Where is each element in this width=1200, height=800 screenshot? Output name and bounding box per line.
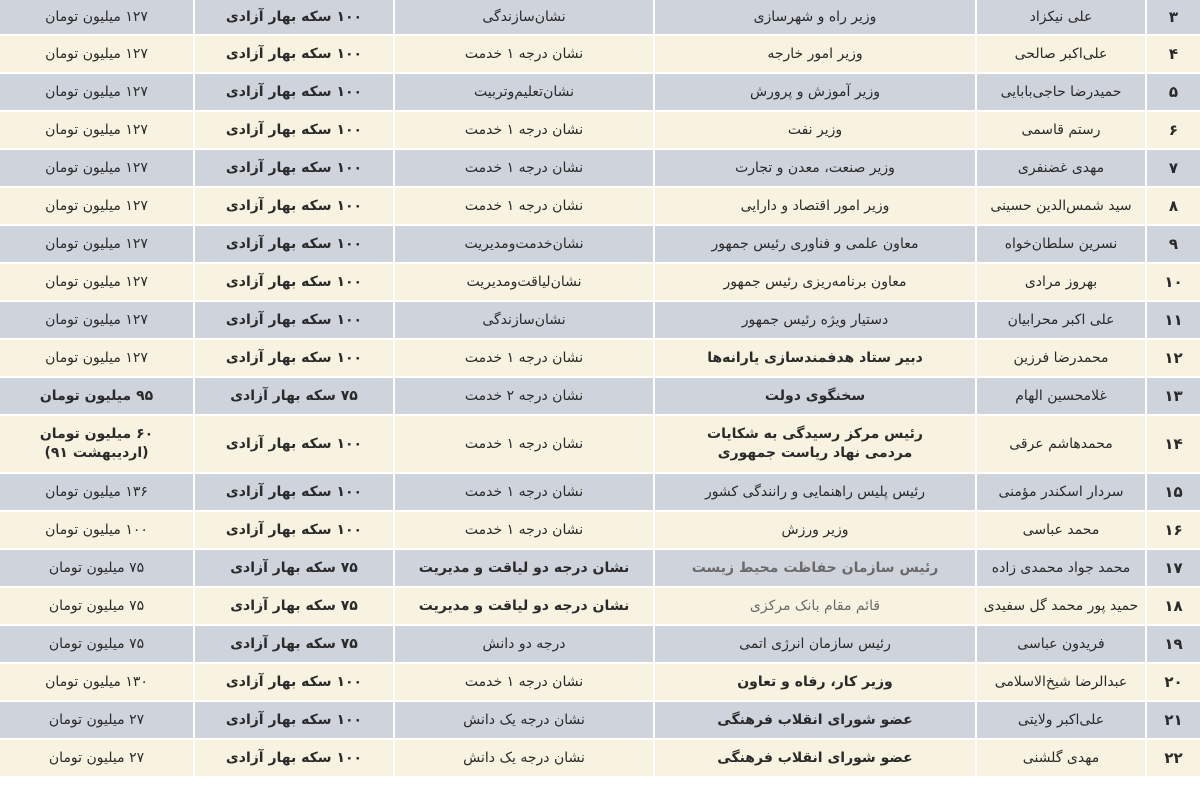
amount-cell: ۱۲۷ میلیون تومان xyxy=(45,8,148,25)
official-name-cell: نسرین سلطان‌خواه xyxy=(975,226,1145,262)
row-number-cell: ۲۲ xyxy=(1145,740,1200,776)
official-name-cell: حمید پور محمد گل سفیدی xyxy=(975,588,1145,624)
amount-cell: ۱۲۷ میلیون تومان xyxy=(45,197,148,214)
position-cell: رئیس پلیس راهنمایی و رانندگی کشور xyxy=(653,474,975,510)
medal-cell: نشان درجه ۱ خدمت xyxy=(393,416,653,472)
coins-cell: ۷۵ سکه بهار آزادی xyxy=(193,588,393,624)
table-row xyxy=(0,664,1200,702)
medal-cell: نشان درجه یک دانش xyxy=(393,702,653,738)
amount-cell: ۷۵ میلیون تومان xyxy=(48,635,145,652)
position-cell: وزیر امور خارجه xyxy=(653,36,975,72)
official-name-cell: علی نیکزاد xyxy=(975,0,1145,34)
table-row xyxy=(0,74,1200,112)
medal-cell: نشان‌سازندگی xyxy=(393,302,653,338)
amount-cell: ۱۳۶ میلیون تومان xyxy=(45,483,148,500)
row-number-cell: ۲۰ xyxy=(1145,664,1200,700)
row-number-cell: ۱۴ xyxy=(1145,416,1200,472)
official-name-cell: سید شمس‌الدین حسینی xyxy=(975,188,1145,224)
row-number-cell: ۸ xyxy=(1145,188,1200,224)
amount-cell: ۹۵ میلیون تومان xyxy=(39,387,154,404)
coins-cell: ۱۰۰ سکه بهار آزادی xyxy=(193,150,393,186)
row-number-cell: ۱۰ xyxy=(1145,264,1200,300)
coins-cell: ۱۰۰ سکه بهار آزادی xyxy=(193,74,393,110)
position-cell: دستیار ویژه رئیس جمهور xyxy=(653,302,975,338)
amount-cell: ۱۲۷ میلیون تومان xyxy=(45,235,148,252)
amount-cell: ۷۵ میلیون تومان xyxy=(48,559,145,576)
coins-cell: ۱۰۰ سکه بهار آزادی xyxy=(193,226,393,262)
table-row xyxy=(0,112,1200,150)
row-number-cell: ۱۹ xyxy=(1145,626,1200,662)
amount-cell: ۲۷ میلیون تومان xyxy=(48,711,145,728)
table-row xyxy=(0,416,1200,474)
position-cell: عضو شورای انقلاب فرهنگی xyxy=(653,740,975,776)
official-name-cell: علی اکبر محرابیان xyxy=(975,302,1145,338)
medal-cell: نشان درجه ۲ خدمت xyxy=(393,378,653,414)
coins-cell: ۱۰۰ سکه بهار آزادی xyxy=(193,302,393,338)
medal-cell: نشان‌تعلیم‌و‌تربیت xyxy=(393,74,653,110)
official-name-cell: فریدون عباسی xyxy=(975,626,1145,662)
row-number-cell: ۱۲ xyxy=(1145,340,1200,376)
medal-cell: درجه دو دانش xyxy=(393,626,653,662)
table-row xyxy=(0,550,1200,588)
coins-cell: ۱۰۰ سکه بهار آزادی xyxy=(193,264,393,300)
coins-cell: ۱۰۰ سکه بهار آزادی xyxy=(193,340,393,376)
table-row xyxy=(0,626,1200,664)
coins-cell: ۱۰۰ سکه بهار آزادی xyxy=(193,474,393,510)
official-name-cell: محمد جواد محمدی زاده xyxy=(975,550,1145,586)
medal-cell: نشان‌لیاقت‌ومدیریت xyxy=(393,264,653,300)
amount-cell: ۶۰ میلیون تومان (اردیبهشت ۹۱) xyxy=(39,426,154,461)
position-cell: قائم مقام بانک مرکزی xyxy=(653,588,975,624)
table-row xyxy=(0,150,1200,188)
amount-cell: ۲۷ میلیون تومان xyxy=(48,749,145,766)
official-name-cell: محمدهاشم عرقی xyxy=(975,416,1145,472)
position-cell: رئیس سازمان حفاظت محیط زیست xyxy=(653,550,975,586)
medal-cell: نشان درجه ۱ خدمت xyxy=(393,512,653,548)
table-row xyxy=(0,264,1200,302)
row-number-cell: ۱۸ xyxy=(1145,588,1200,624)
coins-cell: ۷۵ سکه بهار آزادی xyxy=(193,550,393,586)
table-row xyxy=(0,36,1200,74)
official-name-cell: مهدی غضنفری xyxy=(975,150,1145,186)
medal-cell: نشان درجه یک دانش xyxy=(393,740,653,776)
official-name-cell: سردار اسکندر مؤمنی xyxy=(975,474,1145,510)
row-number-cell: ۱۱ xyxy=(1145,302,1200,338)
row-number-cell: ۱۵ xyxy=(1145,474,1200,510)
amount-cell: ۱۲۷ میلیون تومان xyxy=(45,121,148,138)
medal-cell: نشان‌سازندگی xyxy=(393,0,653,34)
coins-cell: ۱۰۰ سکه بهار آزادی xyxy=(193,112,393,148)
table-row xyxy=(0,340,1200,378)
medal-cell: نشان درجه ۱ خدمت xyxy=(393,340,653,376)
official-name-cell: بهروز مرادی xyxy=(975,264,1145,300)
row-number-cell: ۱۳ xyxy=(1145,378,1200,414)
table-row xyxy=(0,702,1200,740)
medal-cell: نشان درجه دو لیاقت و مدیریت xyxy=(393,550,653,586)
row-number-cell: ۱۷ xyxy=(1145,550,1200,586)
medal-cell: نشان‌خدمت‌ومدیریت xyxy=(393,226,653,262)
coins-cell: ۷۵ سکه بهار آزادی xyxy=(193,626,393,662)
table-row xyxy=(0,512,1200,550)
amount-cell: ۱۲۷ میلیون تومان xyxy=(45,311,148,328)
amount-cell: ۱۲۷ میلیون تومان xyxy=(45,349,148,366)
official-name-cell: علی‌اکبر ولایتی xyxy=(975,702,1145,738)
amount-cell: ۱۲۷ میلیون تومان xyxy=(45,83,148,100)
position-cell: وزیر امور اقتصاد و دارایی xyxy=(653,188,975,224)
row-number-cell: ۵ xyxy=(1145,74,1200,110)
coins-cell: ۱۰۰ سکه بهار آزادی xyxy=(193,664,393,700)
position-cell: سخنگوی دولت xyxy=(653,378,975,414)
table-row xyxy=(0,0,1200,36)
position-cell: رئیس سازمان انرژی اتمی xyxy=(653,626,975,662)
position-cell: وزیر کار، رفاه و تعاون xyxy=(653,664,975,700)
coins-cell: ۱۰۰ سکه بهار آزادی xyxy=(193,416,393,472)
row-number-cell: ۴ xyxy=(1145,36,1200,72)
coins-cell: ۷۵ سکه بهار آزادی xyxy=(193,378,393,414)
coins-cell: ۱۰۰ سکه بهار آزادی xyxy=(193,512,393,548)
row-number-cell: ۲۱ xyxy=(1145,702,1200,738)
position-cell: عضو شورای انقلاب فرهنگی xyxy=(653,702,975,738)
table-row xyxy=(0,588,1200,626)
position-cell: معاون برنامه‌ریزی رئیس جمهور xyxy=(653,264,975,300)
coins-cell: ۱۰۰ سکه بهار آزادی xyxy=(193,702,393,738)
official-name-cell: رستم قاسمی xyxy=(975,112,1145,148)
amount-cell: ۱۰۰ میلیون تومان xyxy=(45,521,148,538)
row-number-cell: ۷ xyxy=(1145,150,1200,186)
table-row xyxy=(0,302,1200,340)
amount-cell: ۱۳۰ میلیون تومان xyxy=(45,673,148,690)
coins-cell: ۱۰۰ سکه بهار آزادی xyxy=(193,740,393,776)
row-number-cell: ۱۶ xyxy=(1145,512,1200,548)
row-number-cell: ۶ xyxy=(1145,112,1200,148)
table-row xyxy=(0,188,1200,226)
amount-cell: ۱۲۷ میلیون تومان xyxy=(45,273,148,290)
position-cell: رئیس مرکز رسیدگی به شکایات مردمی نهاد ریاست جمهوری xyxy=(653,416,975,472)
coins-cell: ۱۰۰ سکه بهار آزادی xyxy=(193,188,393,224)
medal-cell: نشان درجه ۱ خدمت xyxy=(393,36,653,72)
table-row xyxy=(0,378,1200,416)
table-row xyxy=(0,226,1200,264)
position-cell: وزیر ورزش xyxy=(653,512,975,548)
medal-cell: نشان درجه ۱ خدمت xyxy=(393,474,653,510)
medal-cell: نشان درجه ۱ خدمت xyxy=(393,112,653,148)
coins-cell: ۱۰۰ سکه بهار آزادی xyxy=(193,0,393,34)
position-cell: وزیر نفت xyxy=(653,112,975,148)
amount-cell: ۱۲۷ میلیون تومان xyxy=(45,159,148,176)
official-name-cell: علی‌اکبر صالحی xyxy=(975,36,1145,72)
medal-cell: نشان درجه ۱ خدمت xyxy=(393,664,653,700)
medal-cell: نشان درجه ۱ خدمت xyxy=(393,150,653,186)
position-cell: وزیر آموزش و پرورش xyxy=(653,74,975,110)
official-name-cell: عبدالرضا شیخ‌الاسلامی xyxy=(975,664,1145,700)
official-name-cell: مهدی گلشنی xyxy=(975,740,1145,776)
official-name-cell: محمدرضا فرزین xyxy=(975,340,1145,376)
medal-cell: نشان درجه دو لیاقت و مدیریت xyxy=(393,588,653,624)
row-number-cell: ۳ xyxy=(1145,0,1200,34)
official-name-cell: حمیدرضا حاجی‌بابایی xyxy=(975,74,1145,110)
position-cell: وزیر راه و شهرسازی xyxy=(653,0,975,34)
medal-cell: نشان درجه ۱ خدمت xyxy=(393,188,653,224)
amount-cell: ۱۲۷ میلیون تومان xyxy=(45,45,148,62)
position-cell: وزیر صنعت، معدن و تجارت xyxy=(653,150,975,186)
position-cell: معاون علمی و فناوری رئیس جمهور xyxy=(653,226,975,262)
table-row xyxy=(0,474,1200,512)
official-name-cell: محمد عباسی xyxy=(975,512,1145,548)
position-cell: دبیر ستاد هدفمندسازی یارانه‌ها xyxy=(653,340,975,376)
table-row xyxy=(0,740,1200,778)
official-name-cell: غلامحسین الهام xyxy=(975,378,1145,414)
amount-cell: ۷۵ میلیون تومان xyxy=(48,597,145,614)
row-number-cell: ۹ xyxy=(1145,226,1200,262)
coins-cell: ۱۰۰ سکه بهار آزادی xyxy=(193,36,393,72)
